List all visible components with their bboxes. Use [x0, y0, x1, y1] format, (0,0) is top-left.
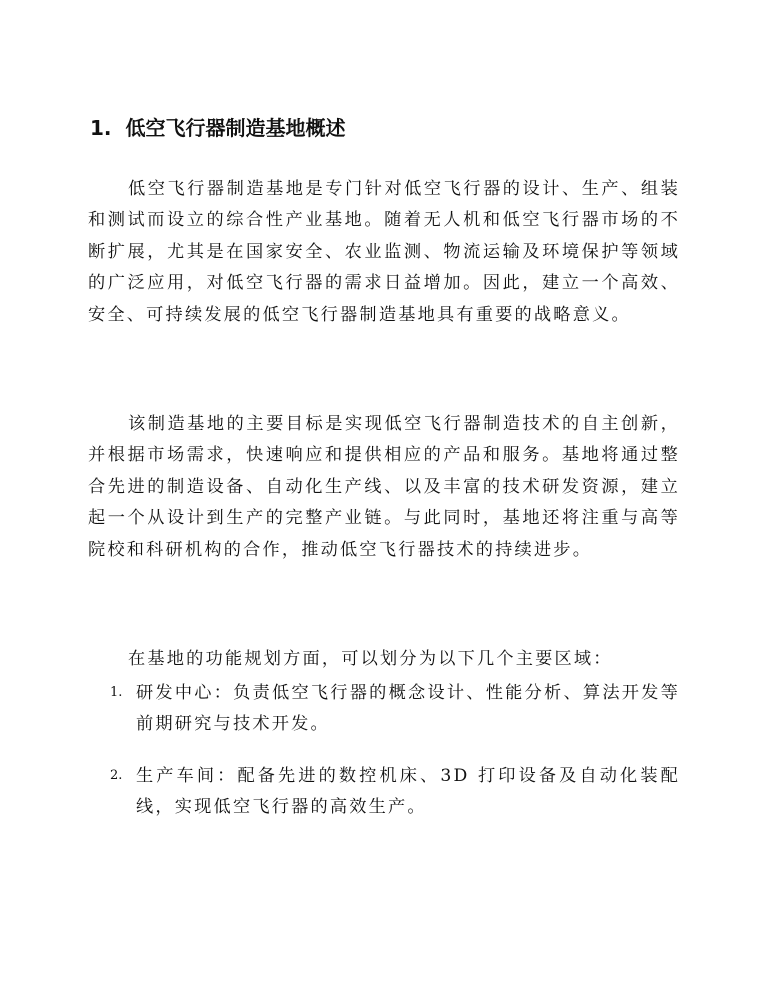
- section-number: 1.: [90, 116, 112, 140]
- list-item-number: 1.: [110, 685, 123, 700]
- paragraph-goals: 该制造基地的主要目标是实现低空飞行器制造技术的自主创新，并根据市场需求，快速响应和提供相应的产品和服务。基地将通过整合先进的制造设备、自动化生产线、以及丰富的技术研发资源，建立起一个从设计到生产的完整产业链。与此同时，基地还将注重与高等院校和科研机构的合作，推动低空飞行器技术的持续进步。: [88, 414, 680, 560]
- section-heading: [90, 113, 346, 143]
- list-item-number: 2.: [110, 768, 123, 783]
- section-title: 低空飞行器制造基地概述: [125, 116, 346, 140]
- paragraph-zones-intro: 在基地的功能规划方面，可以划分为以下几个主要区域：: [128, 649, 613, 669]
- list-item-text: 生产车间：配备先进的数控机床、3D 打印设备及自动化装配线，实现低空飞行器的高效生产。: [136, 766, 680, 818]
- list-item-text: 研发中心：负责低空飞行器的概念设计、性能分析、算法开发等前期研究与技术开发。: [136, 683, 680, 735]
- paragraph-overview: 低空飞行器制造基地是专门针对低空飞行器的设计、生产、组装和测试而设立的综合性产业基地。随着无人机和低空飞行器市场的不断扩展，尤其是在国家安全、农业监测、物流运输及环境保护等领域的广泛应用，对低空飞行器的需求日益增加。因此，建立一个高效、安全、可持续发展的低空飞行器制造基地具有重要的战略意义。: [88, 179, 680, 325]
